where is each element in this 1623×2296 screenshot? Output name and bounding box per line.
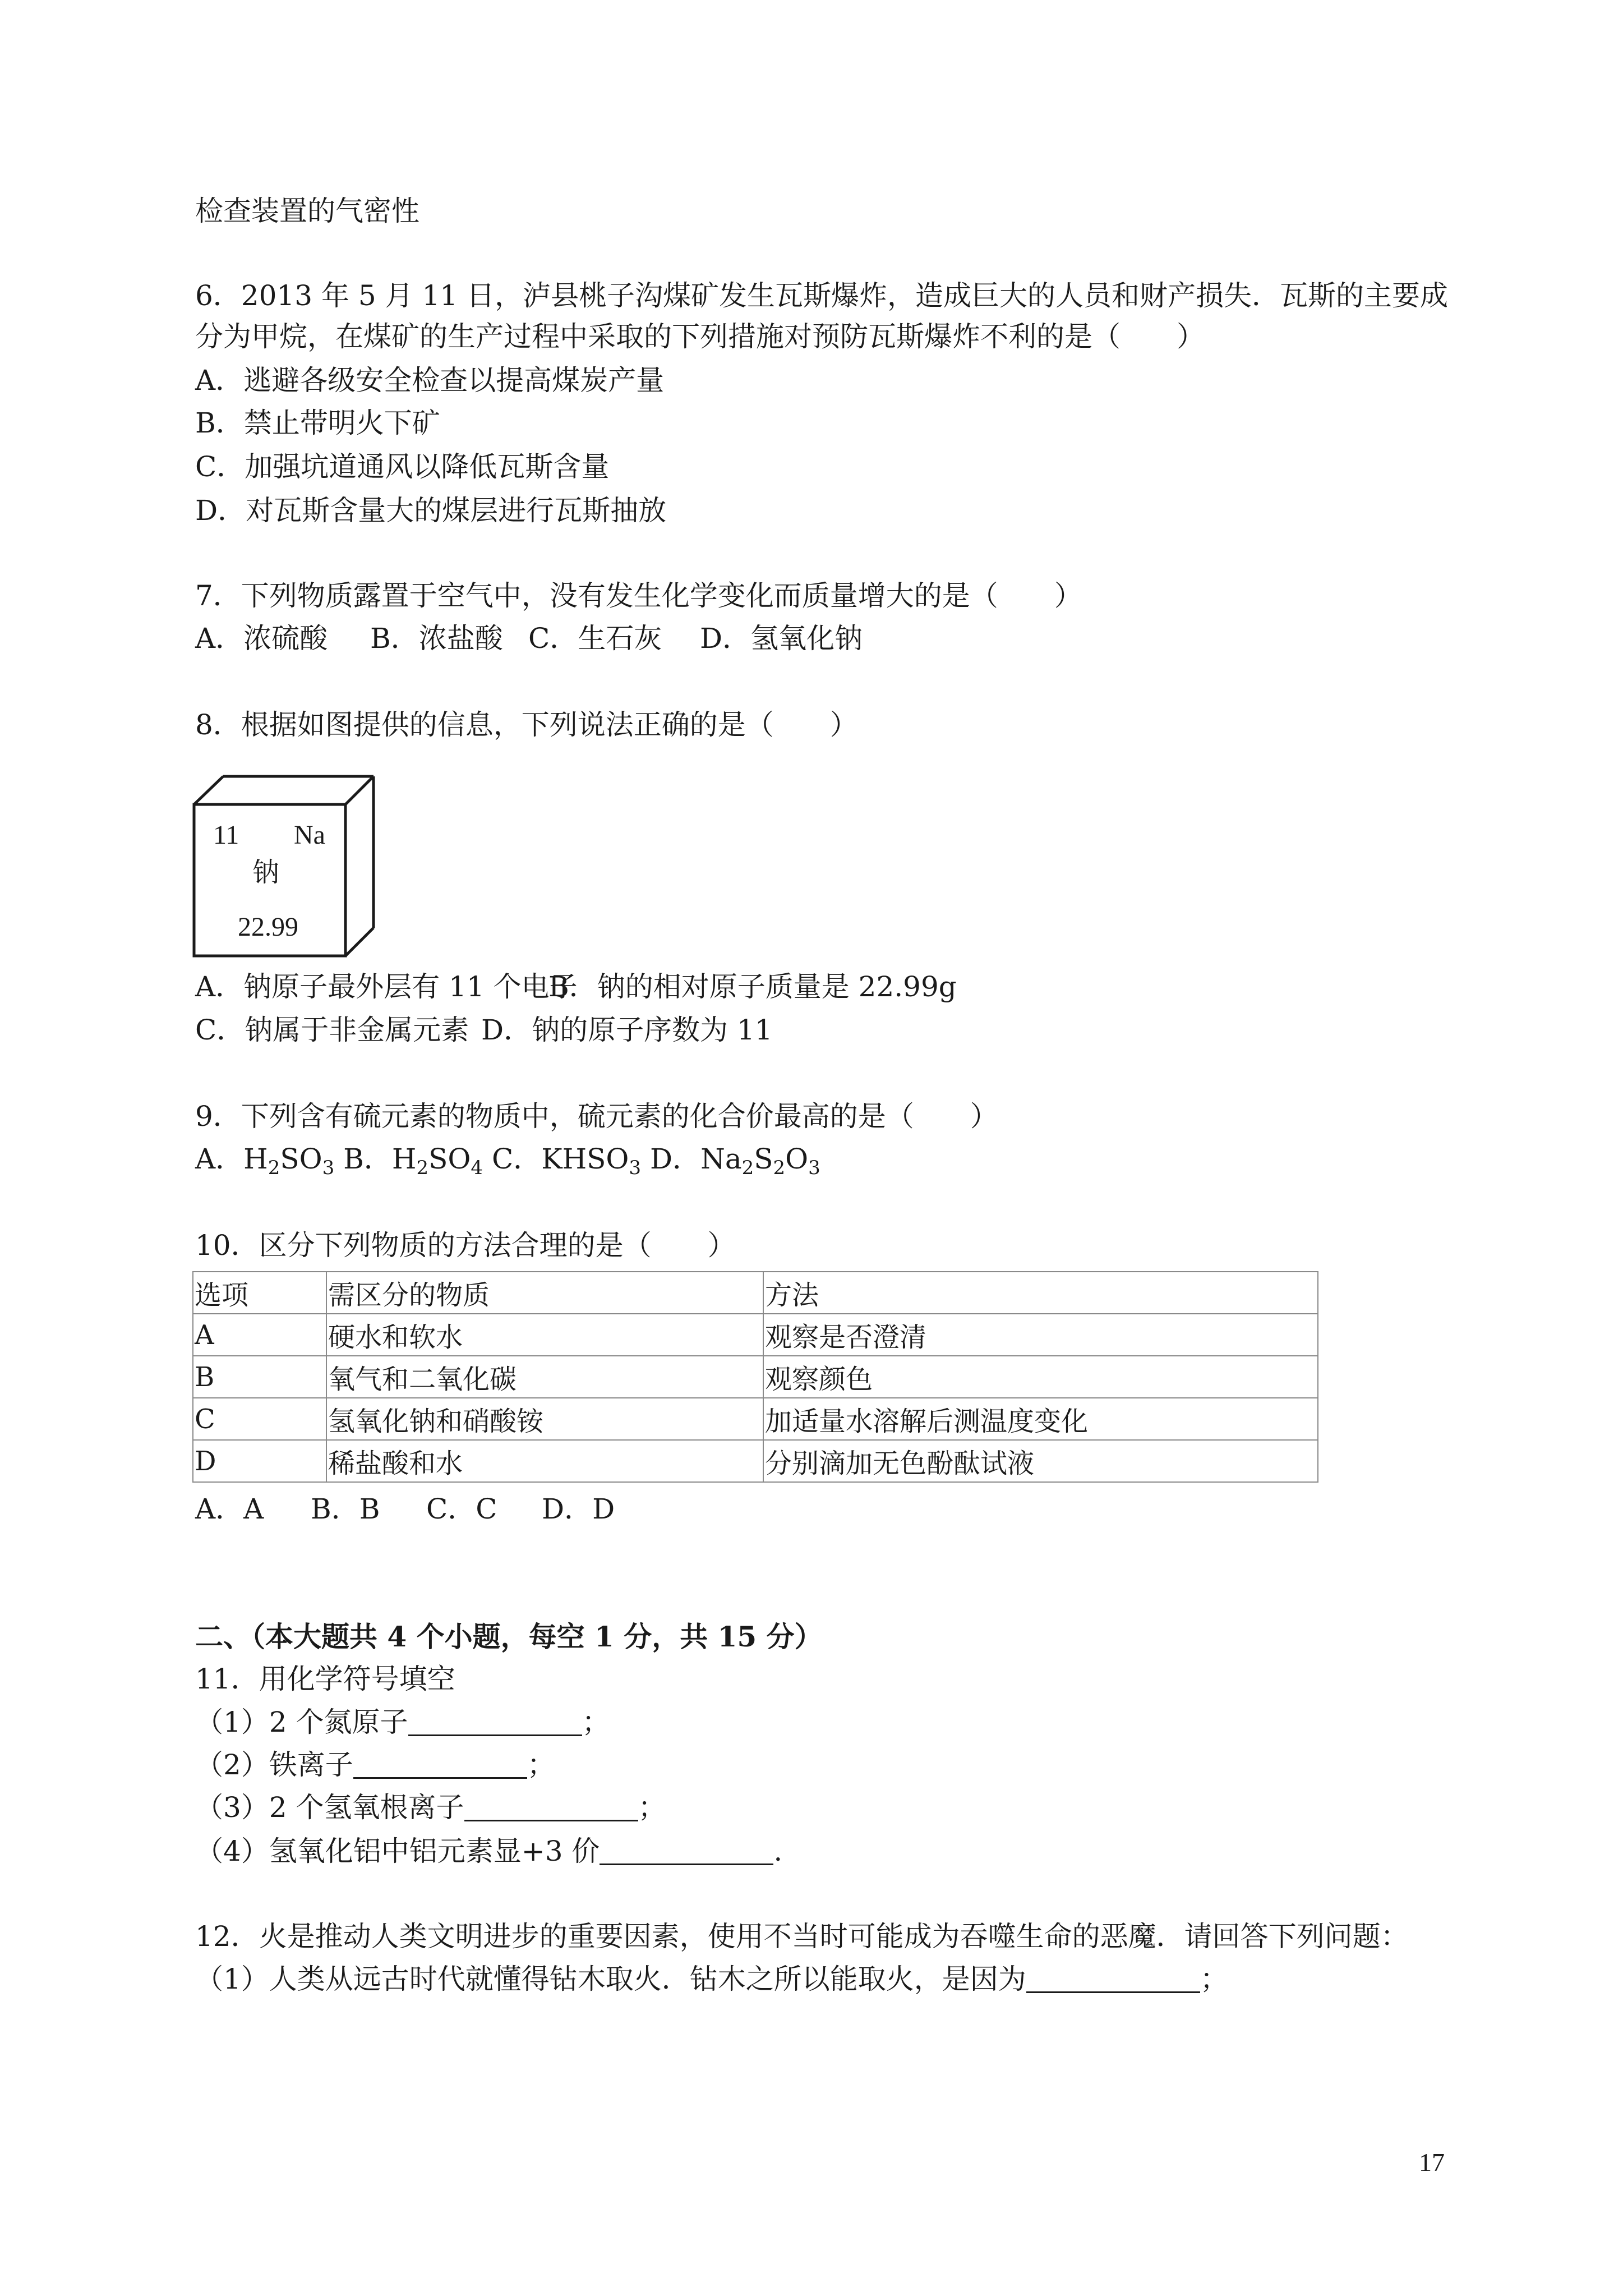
answer-blank[interactable] — [408, 1710, 582, 1736]
table-row — [193, 1398, 1318, 1440]
q11-item-2-text: （2）铁离子 — [195, 1749, 353, 1781]
q9-option-a-label: A． — [195, 1143, 244, 1175]
q11-stem: 11．用化学符号填空 — [195, 1663, 455, 1695]
q11-item-4-end: . — [773, 1835, 783, 1867]
q8-option-b: B．钠的相对原子质量是 22.99g — [548, 970, 957, 1003]
q8-option-c: C．钠属于非金属元素 — [195, 1014, 469, 1046]
q9-option-b-label: B． — [343, 1143, 392, 1175]
q9-option-a-formula: $H_2SO_3$ — [243, 1143, 335, 1179]
table-cell: 氢氧化钠和硝酸铵 — [326, 1398, 763, 1440]
page-number: 17 — [1419, 2148, 1445, 2177]
element-tile-sodium — [191, 773, 398, 959]
q6-stem-line1: 6．2013 年 5 月 11 日，泸县桃子沟煤矿发生瓦斯爆炸，造成巨大的人员和财产损失．瓦斯的主要成 — [195, 279, 1448, 312]
q6-option-a: A．逃避各级安全检查以提高煤炭产量 — [195, 364, 665, 397]
table-header-cell: 需区分的物质 — [326, 1272, 763, 1314]
q7-option-b: B．浓盐酸 — [370, 622, 503, 655]
q10-table — [192, 1271, 1318, 1483]
q10-option-c: C．C — [426, 1493, 497, 1525]
q11-item-1-end: ； — [582, 1706, 610, 1738]
q11-item-4 — [195, 1834, 782, 1868]
q8-option-a: A．钠原子最外层有 11 个电子 — [195, 970, 578, 1003]
element-atomic-number: 11 — [213, 820, 239, 850]
q10-stem: 10．区分下列物质的方法合理的是（ ） — [195, 1229, 736, 1262]
q11-item-4-text: （4）氢氧化铝中铝元素显+3 价 — [195, 1835, 600, 1867]
q12-item-1 — [195, 1962, 1228, 1996]
q11-item-2 — [195, 1748, 555, 1782]
table-row — [193, 1440, 1318, 1482]
answer-blank[interactable] — [600, 1839, 773, 1865]
intro-text: 检查装置的气密性 — [195, 195, 419, 227]
answer-blank[interactable] — [464, 1795, 638, 1821]
table-header-cell: 选项 — [193, 1272, 326, 1314]
table-header-cell: 方法 — [763, 1272, 1318, 1314]
table-cell: 加适量水溶解后测温度变化 — [763, 1398, 1318, 1440]
q9-option-d-formula: $Na_2S_2O_3$ — [700, 1143, 820, 1179]
q12-stem: 12．火是推动人类文明进步的重要因素，使用不当时可能成为吞噬生命的恶魔．请回答下列问题： — [195, 1920, 1409, 1953]
q10-option-b: B．B — [311, 1493, 380, 1525]
element-symbol: Na — [294, 820, 325, 850]
q7-stem: 7．下列物质露置于空气中，没有发生化学变化而质量增大的是（ ） — [195, 579, 1082, 612]
q10-option-a: A．A — [195, 1493, 264, 1525]
q7-options — [195, 622, 863, 655]
table-row — [193, 1356, 1318, 1398]
table-cell: C — [193, 1398, 326, 1440]
q9-option-b-formula: $H_2SO_4$ — [391, 1143, 483, 1179]
q11-item-3-text: （3）2 个氢氧根离子 — [195, 1791, 464, 1824]
q9-stem: 9．下列含有硫元素的物质中，硫元素的化合价最高的是（ ） — [195, 1100, 998, 1133]
table-cell: 观察是否澄清 — [763, 1314, 1318, 1356]
q11-item-1 — [195, 1705, 610, 1739]
q8-options-line1 — [195, 970, 957, 1004]
q7-option-d: D．氢氧化钠 — [700, 622, 863, 655]
q10-options — [195, 1492, 615, 1526]
q11-item-2-end: ； — [527, 1749, 555, 1781]
q12-item-1-text: （1）人类从远古时代就懂得钻木取火．钻木之所以能取火，是因为 — [195, 1963, 1026, 1995]
table-cell: 硬水和软水 — [326, 1314, 763, 1356]
table-cell: 氧气和二氧化碳 — [326, 1356, 763, 1398]
answer-blank[interactable] — [1026, 1967, 1200, 1993]
q11-item-3 — [195, 1791, 666, 1824]
q6-option-d: D．对瓦斯含量大的煤层进行瓦斯抽放 — [195, 494, 667, 527]
table-cell: A — [193, 1314, 326, 1356]
table-cell: B — [193, 1356, 326, 1398]
q7-option-c: C．生石灰 — [528, 622, 662, 655]
q8-option-d: D．钠的原子序数为 11 — [481, 1014, 773, 1046]
q6-option-b: B．禁止带明火下矿 — [195, 407, 440, 439]
table-cell: D — [193, 1440, 326, 1482]
q11-item-1-text: （1）2 个氮原子 — [195, 1706, 408, 1738]
q12-item-1-end: ； — [1200, 1963, 1228, 1995]
q6-stem-line2: 分为甲烷，在煤矿的生产过程中采取的下列措施对预防瓦斯爆炸不利的是（ ） — [195, 320, 1205, 353]
q9-option-d-label: D． — [649, 1143, 701, 1175]
table-header-row — [193, 1272, 1318, 1314]
element-name: 钠 — [252, 857, 280, 888]
element-atomic-mass: 22.99 — [238, 912, 298, 942]
q9-option-c-formula: $KHSO_3$ — [541, 1143, 642, 1179]
q6-option-c: C．加强坑道通风以降低瓦斯含量 — [195, 450, 610, 483]
q9-options — [195, 1142, 820, 1179]
q7-option-a: A．浓硫酸 — [195, 622, 328, 655]
table-cell: 观察颜色 — [763, 1356, 1318, 1398]
q11-item-3-end: ； — [638, 1791, 666, 1824]
section-2-title: 二、（本大题共 4 个小题，每空 1 分，共 15 分） — [195, 1620, 823, 1653]
table-cell: 稀盐酸和水 — [326, 1440, 763, 1482]
q8-options-line2 — [195, 1013, 773, 1047]
q9-option-c-label: C． — [491, 1143, 542, 1175]
table-row — [193, 1314, 1318, 1356]
answer-blank[interactable] — [353, 1752, 527, 1779]
table-cell: 分别滴加无色酚酞试液 — [763, 1440, 1318, 1482]
q10-option-d: D．D — [542, 1493, 615, 1525]
q8-stem: 8．根据如图提供的信息，下列说法正确的是（ ） — [195, 708, 858, 741]
